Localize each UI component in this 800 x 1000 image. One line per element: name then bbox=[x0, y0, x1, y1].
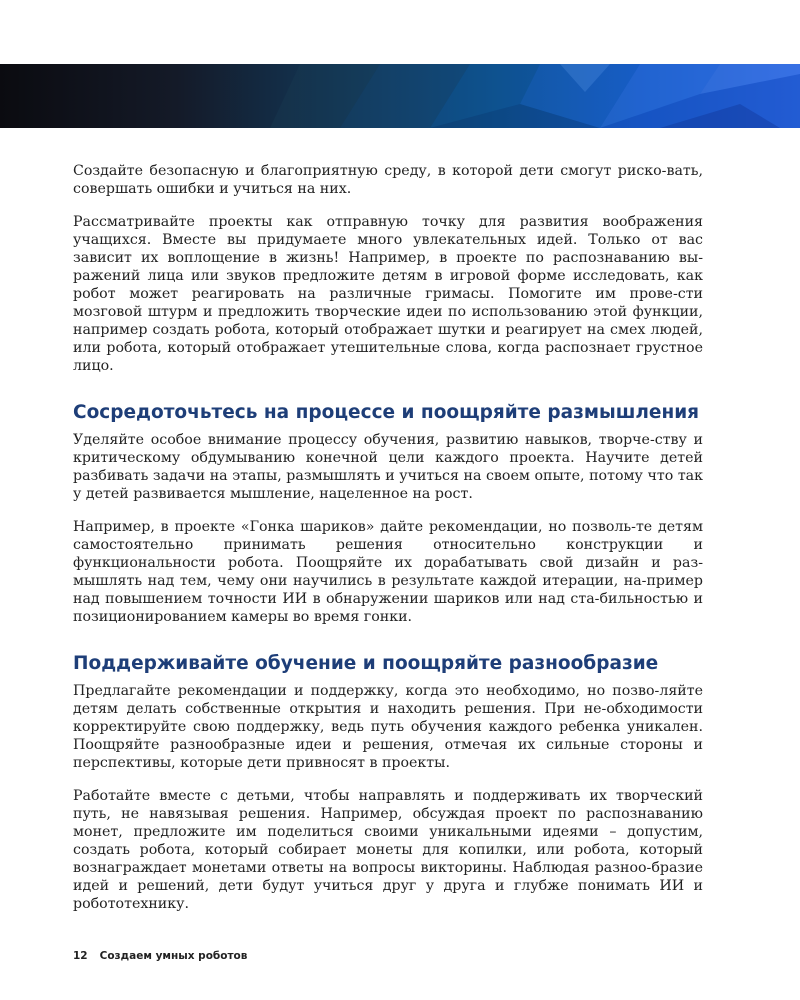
intro-paragraph-1: Создайте безопасную и благоприятную среду, в которой дети смогут риско-вать, совершать ошибки и учиться на них. bbox=[73, 163, 703, 197]
section-heading-diversity: Поддерживайте обучение и поощряйте разнообразие bbox=[73, 653, 659, 674]
page-number: 12 bbox=[73, 950, 88, 962]
section-heading-process: Сосредоточьтесь на процессе и поощряйте размышления bbox=[73, 402, 700, 423]
section1-paragraph-1: Уделяйте особое внимание процессу обучения, развитию навыков, творче-ству и критическому обдумыванию конечной цели каждого проекта. Научите детей разбивать задачи на этапы, размышлять и учиться на своем опыте, потому что так у детей развивается мышление, нацеленное на рост. bbox=[73, 432, 703, 502]
page-footer bbox=[73, 950, 247, 962]
page-content bbox=[73, 162, 703, 928]
header-banner bbox=[0, 64, 800, 128]
intro-paragraph-2: Рассматривайте проекты как отправную точку для развития воображения учащихся. Вместе вы придумаете много увлекательных идей. Только от вас зависит их воплощение в жизнь! Например, в проекте по распознаванию вы-ражений лица или звуков предложите детям в игровой форме исследовать, как робот может реагировать на различные гримасы. Помогите им прове-сти мозговой штурм и предложить творческие идеи по использованию этой функции, например создать робота, который отображает шутки и реагирует на смех людей, или робота, который отображает утешительные слова, когда распознает грустное лицо. bbox=[73, 214, 703, 374]
section2-paragraph-2: Работайте вместе с детьми, чтобы направлять и поддерживать их творческий путь, не навязывая решения. Например, обсуждая проект по распознаванию монет, предложите им поделиться своими уникальными идеями – допустим, создать робота, который собирает монеты для копилки, или робота, который вознаграждает монетами ответы на вопросы викторины. Наблюдая разноо-бразие идей и решений, дети будут учиться друг у друга и глубже понимать ИИ и робототехнику. bbox=[73, 788, 703, 912]
book-title: Создаем умных роботов bbox=[99, 950, 248, 962]
section2-paragraph-1: Предлагайте рекомендации и поддержку, когда это необходимо, но позво-ляйте детям делать собственные открытия и находить решения. При не-обходимости корректируйте свою поддержку, ведь путь обучения каждого ребенка уникален. Поощряйте разнообразные идеи и решения, отмечая их сильные стороны и перспективы, которые дети привносят в проекты. bbox=[73, 683, 703, 771]
banner-polygon-pattern bbox=[0, 64, 800, 128]
section1-paragraph-2: Например, в проекте «Гонка шариков» дайте рекомендации, но позволь-те детям самостоятельно принимать решения относительно конструкции и функциональности робота. Поощряйте их дорабатывать свой дизайн и раз-мышлять над тем, чему они научились в результате каждой итерации, на-пример над повышением точности ИИ в обнаружении шариков или над ста-бильностью и позиционированием камеры во время гонки. bbox=[73, 519, 703, 625]
